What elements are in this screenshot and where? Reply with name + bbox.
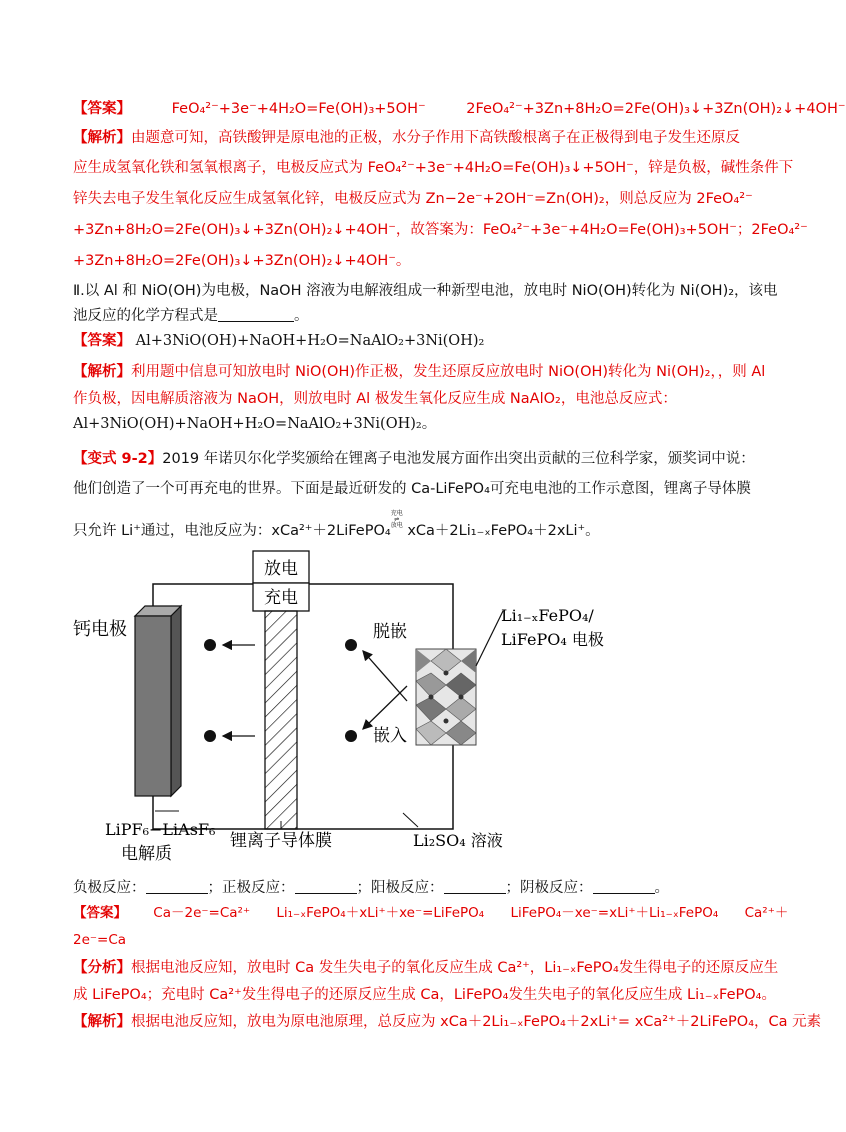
- analysis2-line-2: 作负极，因电解质溶液为 NaOH，则放电时 Al 极发生氧化反应生成 NaAlO₂，电池总反应式：: [73, 391, 677, 407]
- question-line-1: Ⅱ.以 Al 和 NiO(OH)为电极，NaOH 溶液为电解液组成一种新型电池，放电时 NiO(OH)转化为 Ni(OH)₂，该电: [73, 283, 778, 299]
- discharge-label: 放电: [264, 559, 298, 579]
- cathode-blank[interactable]: [295, 879, 357, 894]
- intercalation-arrow: [363, 686, 407, 729]
- question-line-2: 池反应的化学方程式是 。: [73, 308, 309, 324]
- analysis4-line-1: 【解析】根据电池反应知，放电为原电池原理，总反应为 xCa＋2Li₁₋ₓFePO₄＋2xLi⁺= xCa²⁺＋2LiFePO₄，Ca 元素: [73, 1014, 822, 1030]
- analysis-text: 由题意可知，高铁酸钾是原电池的正极，水分子作用下高铁酸根离子在正极得到电子发生还原反: [131, 130, 740, 146]
- analysis-line-2: 应生成氢氧化铁和氢氧根离子，电极反应式为 FeO₄²⁻+3e⁻+4H₂O=Fe(OH)₃↓+5OH⁻，锌是负极，碱性条件下: [73, 160, 794, 176]
- answer-tag: 【答案】: [73, 333, 131, 349]
- analysis2-line-3: Al+3NiO(OH)+NaOH+H₂O=NaAlO₂+3Ni(OH)₂。: [73, 416, 437, 432]
- ion-dot: [204, 639, 216, 651]
- cathode-charge-blank[interactable]: [593, 879, 655, 894]
- fenxi-line-1: 【分析】根据电池反应知，放电时 Ca 发生失电子的氧化反应生成 Ca²⁺，Li₁₋ₓFePO₄发生得电子的还原反应生: [73, 960, 779, 976]
- ion-dot: [204, 730, 216, 742]
- intercalation-label: 嵌入: [373, 726, 407, 746]
- answer-line-2: [73, 331, 733, 351]
- electrolyte-label-1: LiPF₆−LiAsF₆: [105, 820, 216, 839]
- cathode-label-1: Li₁₋ₓFePO₄/: [501, 606, 594, 625]
- answer-blank[interactable]: [218, 307, 294, 322]
- solution-pointer: [403, 813, 418, 827]
- fenxi-tag: 【分析】: [73, 960, 131, 976]
- ion-dot: [345, 730, 357, 742]
- anode-charge-blank[interactable]: [444, 879, 506, 894]
- electrode-pointer-line: [476, 611, 503, 666]
- deintercalation-label: 脱嵌: [373, 622, 407, 642]
- answer-line-1: [73, 99, 846, 119]
- answer-formula-2: 2FeO₄²⁻+3Zn+8H₂O=2Fe(OH)₃↓+3Zn(OH)₂↓+4OH⁻: [466, 101, 846, 117]
- answer-tag: 【答案】: [73, 905, 127, 921]
- question-text: 池反应的化学方程式是: [73, 308, 218, 324]
- electrolyte-label-2: 电解质: [121, 844, 172, 864]
- fenxi-line-2: 成 LiFePO₄；充电时 Ca²⁺发生得电子的还原反应生成 Ca，LiFePO₄发生失电子的氧化反应生成 Li₁₋ₓFePO₄。: [73, 987, 776, 1003]
- battery-diagram: [73, 541, 713, 871]
- reaction-question-line: 负极反应： ；正极反应： ；阳极反应： ；阴极反应： 。: [73, 880, 669, 896]
- analysis-line-3: 锌失去电子发生氧化反应生成氢氧化锌，电极反应式为 Zn−2e⁻+2OH⁻=Zn(OH)₂，则总反应为 2FeO₄²⁻: [73, 191, 753, 207]
- anode-blank[interactable]: [146, 879, 208, 894]
- solution-label: Li₂SO₄ 溶液: [413, 831, 503, 850]
- lithium-ion-membrane: [265, 611, 297, 829]
- cathode-label-2: LiFePO₄ 电极: [501, 630, 604, 649]
- charge-label: 充电: [264, 588, 298, 608]
- calcium-electrode-side: [171, 606, 181, 796]
- variant-line-1: 【变式 9-2】2019 年诺贝尔化学奖颁给在锂离子电池发展方面作出突出贡献的三位科学家，颁奖词中说：: [73, 451, 755, 467]
- answer-line-4b: 2e⁻=Ca: [73, 932, 127, 948]
- reversible-arrow: 充电 ⇌ 放电: [390, 510, 403, 529]
- analysis-line-1: [73, 128, 740, 148]
- deintercalation-arrow: [363, 651, 407, 701]
- variant-line-3: 只允许 Li⁺通过，电池反应为：xCa²⁺＋2LiFePO₄充电 ⇌ 放电 xCa＋2Li₁₋ₓFePO₄＋2xLi⁺。: [73, 510, 600, 539]
- analysis-line-5: +3Zn+8H₂O=2Fe(OH)₃↓+3Zn(OH)₂↓+4OH⁻。: [73, 253, 411, 269]
- variant-line-2: 他们创造了一个可再充电的世界。下面是最近研发的 Ca-LiFePO₄可充电电池的工作示意图，锂离子导体膜: [73, 481, 751, 497]
- analysis-tag: 【解析】: [73, 130, 131, 146]
- cell-container: [153, 584, 453, 829]
- analysis-tag: 【解析】: [73, 1014, 131, 1030]
- analysis2-line-1: 【解析】利用题中信息可知放电时 NiO(OH)作正极，发生还原反应放电时 NiO(OH)转化为 Ni(OH)₂，，则 Al: [73, 364, 766, 380]
- membrane-label: 锂离子导体膜: [230, 831, 332, 851]
- answer-line-4: 【答案】 Ca－2e⁻=Ca²⁺ Li₁₋ₓFePO₄＋xLi⁺＋xe⁻=LiFePO₄ LiFePO₄－xe⁻=xLi⁺＋Li₁₋ₓFePO₄ Ca²⁺＋: [73, 905, 789, 921]
- answer-formula-1: FeO₄²⁻+3e⁻+4H₂O=Fe(OH)₃+5OH⁻: [171, 101, 426, 117]
- analysis-tag: 【解析】: [73, 364, 131, 380]
- lifepo4-electrode: [416, 649, 476, 745]
- calcium-electrode-label: 钙电极: [73, 619, 127, 640]
- calcium-electrode: [135, 616, 171, 796]
- ion-dot: [345, 639, 357, 651]
- variant-tag: 【变式 9-2】: [73, 451, 163, 467]
- analysis-line-4: +3Zn+8H₂O=2Fe(OH)₃↓+3Zn(OH)₂↓+4OH⁻，故答案为：FeO₄²⁻+3e⁻+4H₂O=Fe(OH)₃+5OH⁻；2FeO₄²⁻: [73, 222, 808, 238]
- answer-equation: Al+3NiO(OH)+NaOH+H₂O=NaAlO₂+3Ni(OH)₂: [135, 333, 485, 349]
- answer-tag: 【答案】: [73, 101, 131, 117]
